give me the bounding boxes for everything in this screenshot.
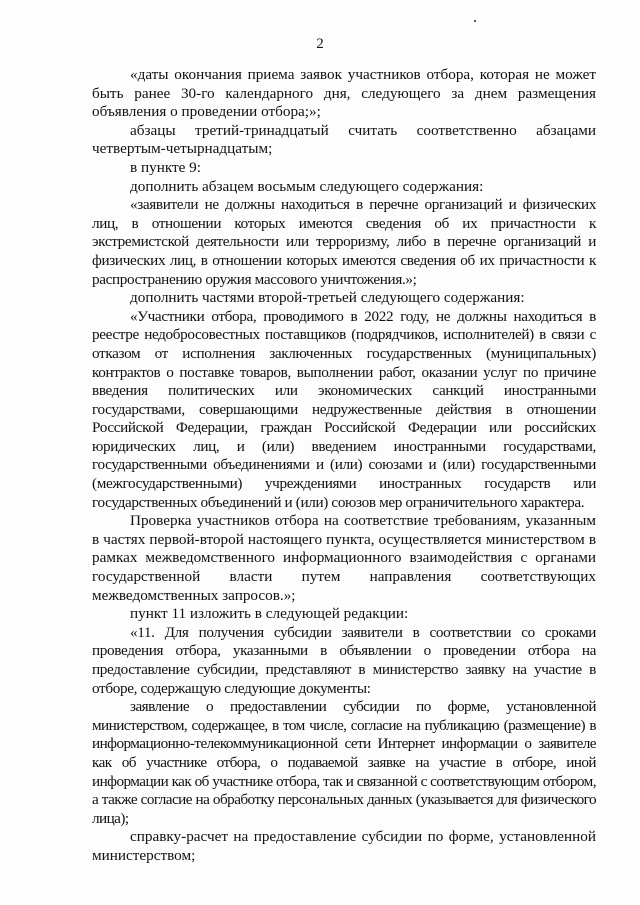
paragraph: дополнить абзацем восьмым следующего содержания: [130, 177, 484, 195]
paragraph: в пункте 9: [130, 158, 201, 176]
paragraph: «11. Для получения субсидии заявители в соответствии со сроками проведения отбора, указанными в объявлении о проведении отбора на предоставление субсидии, представляют в министерство заявку на участие в отборе, содержащую следующие документы: [92, 623, 596, 697]
paragraph: справку-расчет на предоставление субсидии по форме, установленной министерством; [92, 828, 596, 864]
paragraph: «Участники отбора, проводимого в 2022 году, не должны находиться в реестре недобросовестных поставщиков (подрядчиков, исполнителей) в связи с отказом от исполнения заключенных государственных (муниципальных) контрактов о поставке товаров, выполнении работ, оказании услуг по причине введения политических или экономических санкций иностранными государствами, совершающими недружественные действия в отношении Российской Федерации, граждан Российской Федерации или российских юридических лиц, и (или) введением иностранными государствами, государственными объединениями и (или) союзами и (или) государственными (межгосударственными) учреждениями иностранных государств или государственных объединений и (или) союзов мер ограничительного характера. [92, 307, 596, 511]
paragraph: «даты окончания приема заявок участников отбора, которая не может быть ранее 30-го календарного дня, следующего за днем размещения объявления о проведении отбора;»; [92, 66, 596, 121]
paragraph: пункт 11 изложить в следующей редакции: [130, 605, 409, 623]
paragraph: дополнить частями второй-третьей следующего содержания: [130, 289, 525, 307]
paragraph: абзацы третий-тринадцатый считать соответственно абзацами четвертым-четырнадцатым; [92, 121, 596, 158]
document-body [92, 66, 596, 866]
paragraph: Проверка участников отбора на соответствие требованиям, указанным в частях первой-второй настоящего пункта, осуществляется министерством в рамках межведомственного информационного взаимодействия с органами государственной власти путем направления соответствующих межведомственных запросов.»; [92, 512, 596, 604]
paragraph: заявление о предоставлении субсидии по форме, установленной министерством, содержащее, в том числе, согласие на публикацию (размещение) в информационно-телекоммуникационной сети Интернет информации о заявителе как об участнике отбора, о подаваемой заявке на участие в отборе, иной информации как об участнике отбора, так и связанной с соответствующим отбором, а также согласие на обработку персональных данных (указывается для физического лица); [92, 698, 596, 827]
paragraph: «заявители не должны находиться в перечне организаций и физических лиц, в отношении которых имеются сведения об их причастности к экстремистской деятельности или терроризму, либо в перечне организаций и физических лиц, в отношении которых имеются сведения об их причастности к распространению оружия массового уничтожения.»; [92, 196, 596, 288]
scan-artifact-dot [474, 20, 476, 22]
page-number: 2 [316, 36, 324, 52]
